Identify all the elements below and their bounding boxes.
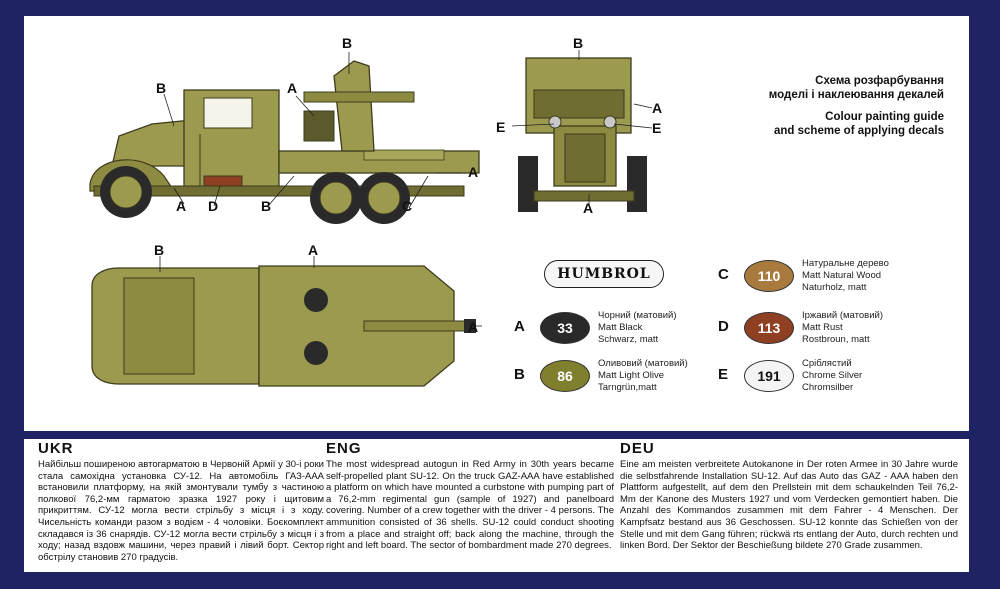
paint-name-ukr: Іржавий (матовий) [802, 310, 883, 321]
painting-guide-title [714, 74, 944, 138]
paint-name-eng: Matt Light Olive [598, 370, 664, 381]
guide-title-eng-2: and scheme of applying decals [774, 125, 944, 137]
paint-letter: B [514, 366, 525, 383]
paint-name-ukr: Чорний (матовий) [598, 310, 677, 321]
top-callout-a-rear: A [468, 319, 479, 335]
top-callout-a: A [308, 242, 319, 258]
paint-swatch: 33 [540, 312, 590, 344]
paint-item [718, 356, 938, 396]
paint-name-ukr: Сріблястий [802, 358, 852, 369]
paint-name-deu: Tarngrün,matt [598, 382, 657, 393]
section-heading: DEU [620, 440, 655, 457]
paint-name-eng: Chrome Silver [802, 370, 863, 381]
paint-name-eng: Matt Rust [802, 322, 843, 333]
paint-item [514, 308, 714, 348]
paint-names [802, 310, 883, 346]
guide-title-ukr-1: Схема розфарбування [815, 75, 944, 87]
paint-letter: D [718, 318, 729, 335]
paint-name-ukr: Натуральне дерево [802, 258, 889, 269]
section-divider [24, 431, 969, 439]
paint-name-deu: Chromsilber [802, 382, 854, 393]
paint-letter: A [514, 318, 525, 335]
side-callout-b-wheels: B [261, 198, 272, 214]
guide-title-eng-1: Colour painting guide [825, 111, 944, 123]
top-callout-b: B [154, 242, 165, 258]
side-callout-d-box: D [208, 198, 219, 214]
paint-names [598, 310, 677, 346]
humbrol-logo: HUMBROL [544, 260, 664, 288]
paint-item [718, 256, 938, 296]
paint-swatch: 110 [744, 260, 794, 292]
paint-names [802, 258, 889, 294]
section-heading: ENG [326, 440, 362, 457]
paint-item [514, 356, 714, 396]
paint-names [802, 358, 862, 394]
drawings-area [24, 16, 969, 436]
side-callout-b-shield: B [342, 35, 353, 51]
guide-title-ukr-2: моделі і наклеювання декалей [768, 89, 944, 101]
side-callout-a-gun: A [287, 80, 298, 96]
section-ukr [38, 440, 324, 563]
section-deu [620, 440, 958, 552]
front-callout-e-right: E [652, 120, 662, 136]
front-callout-e-left: E [496, 119, 506, 135]
paint-name-eng: Matt Natural Wood [802, 270, 882, 281]
section-text: Найбільш поширеною автогарматою в Червоній Армії у 30-і роки стала самохідна установка СУ-12. На автомобіль ГАЗ-ААА встановили платформу, на якій змонтували тумбу з частиною полкової 76,2-мм гарматою зразка 1927 року і щитовим прикриттям. СУ-12 могла вести стрільбу з місця і з ходу. Чисельність команди разом з водієм - 4 чоловіки. Боєкомплект складався із 36 снарядів. СУ-12 могла вести стрільбу з місця і з ходу; назад вздовж машини, через правий і лівий борт. Сектор обстрілу становив 270 градусів. [38, 459, 324, 563]
front-callout-a-right: A [652, 100, 663, 116]
top-view-truck [92, 266, 479, 386]
side-view-truck [90, 61, 479, 224]
side-callout-a-rear: A [468, 164, 479, 180]
paint-swatch: 86 [540, 360, 590, 392]
section-text: Eine am meisten verbreitete Autokanone in Der roten Armee in 30 Jahre wurde die selbstfahrende Installation SU-12. Auf das Auto das GAZ - AAA haben den Plattform aufgestellt, auf dem den Prellstein mit dem schaukelnden Teil 76,2-Mm der Kanone des Musters 1927 und vom Verdecken gemontiert haben. Die Anzahl des Kommandos zusammen mit dem Fahrer - 4 Menschen. Der Kampfsatz bestand aus 36 Geschossen. SU-12 konnte das Schießen von der Stelle und mit dem Gang führen; rückwä rts entlang der Auto, durch rechten und linken Bord. Der Sektor der Beschießung bildete 270 Grade zusammen. [620, 459, 958, 552]
paint-names [598, 358, 688, 394]
front-view-truck [518, 58, 647, 212]
section-text: The most widespread autogun in Red Army in 30th years became self-propelled plant SU-12. On the truck GAZ-AAA have established a platform on which have mounted a curbstone with pumping part of a 76,2-mm regimental gun (sample of 1927) and panelboard covering. Number of a crew together with the driver - 4 persons. The ammunition consisted of 36 shells. SU-12 could conduct shooting from a place and straight off; back along the machine, through the right and left board. The sector of bombardment made 270 degrees. [326, 459, 614, 552]
paint-name-eng: Matt Black [598, 322, 643, 333]
side-callout-a-frame: A [176, 198, 187, 214]
section-heading: UKR [38, 440, 74, 457]
front-callout-a-bottom: A [583, 200, 594, 216]
paint-swatch: 113 [744, 312, 794, 344]
side-callout-b-cab: B [156, 80, 167, 96]
side-callout-c-platform: C [402, 198, 413, 214]
front-callout-b: B [573, 35, 584, 51]
paint-name-ukr: Оливовий (матовий) [598, 358, 688, 369]
paint-item [718, 308, 938, 348]
paint-name-deu: Schwarz, matt [598, 334, 659, 345]
paint-swatch: 191 [744, 360, 794, 392]
paint-letter: C [718, 266, 729, 283]
section-eng [326, 440, 614, 552]
paint-letter: E [718, 366, 729, 383]
paint-name-deu: Naturholz, matt [802, 282, 867, 293]
paint-name-deu: Rostbroun, matt [802, 334, 870, 345]
instruction-sheet [24, 16, 969, 572]
